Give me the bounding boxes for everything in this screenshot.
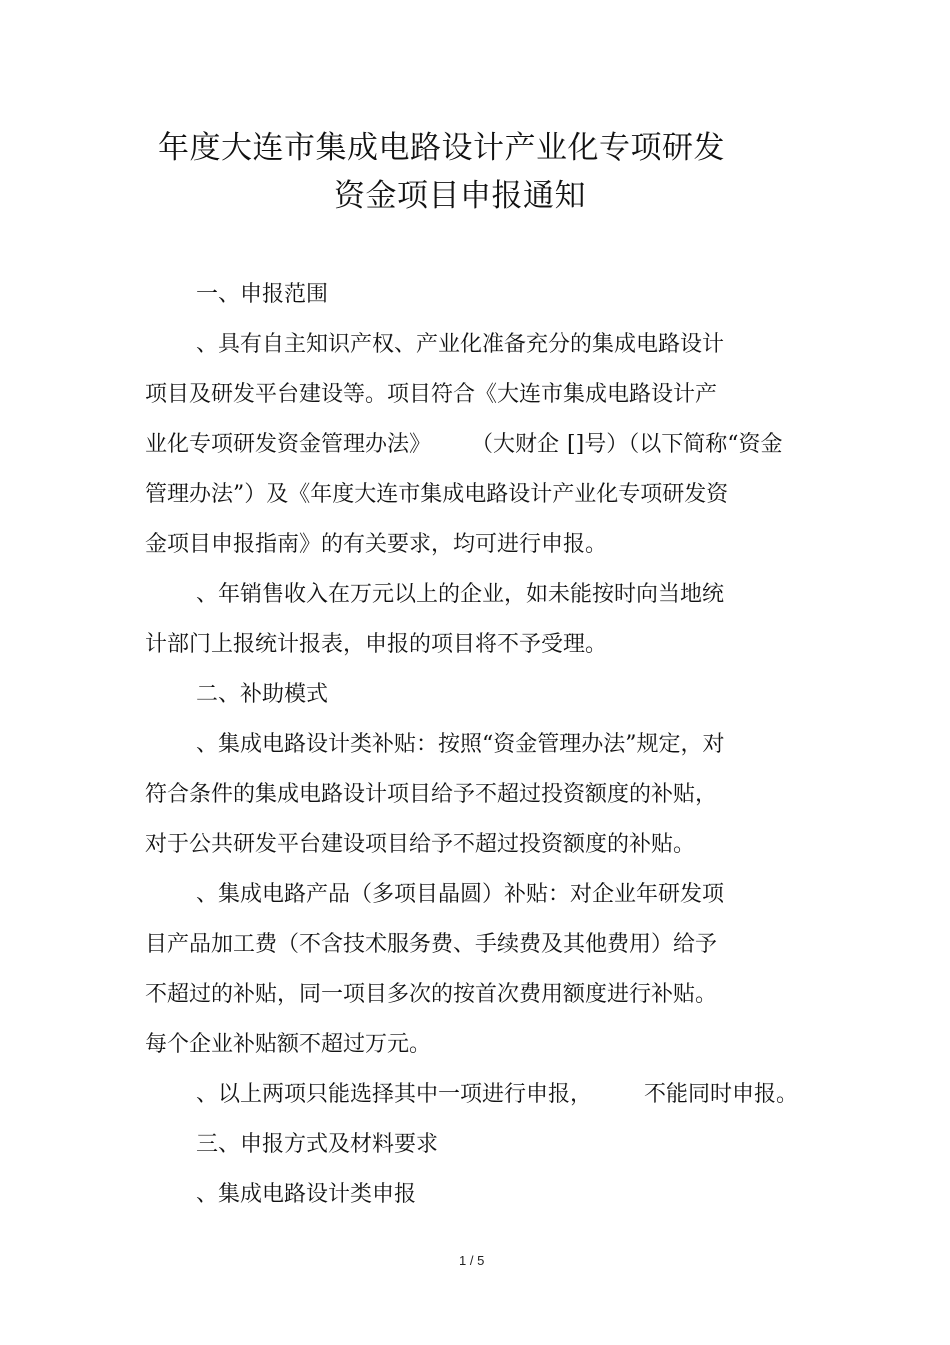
paragraph-line: 、集成电路设计类申报 xyxy=(196,1182,417,1207)
paragraph-line xyxy=(196,1080,798,1110)
section-heading-scope: 一、申报范围 xyxy=(196,282,329,307)
paragraph-line xyxy=(145,430,782,460)
paragraph-line: 金项目申报指南》的有关要求，均可进行申报。 xyxy=(145,532,608,557)
paragraph-line: 项目及研发平台建设等。项目符合《大连市集成电路设计产 xyxy=(145,382,718,407)
paragraph-text: []号）（以下简称“资金 xyxy=(567,432,783,457)
document-title-line-2: 资金项目申报通知 xyxy=(334,178,586,214)
paragraph-line: 每个企业补贴额不超过万元。 xyxy=(145,1032,432,1057)
section-heading-method: 三、申报方式及材料要求 xyxy=(196,1132,439,1157)
paragraph-line: 、集成电路设计类补贴：按照“资金管理办法”规定，对 xyxy=(196,732,725,757)
section-heading-subsidy: 二、补助模式 xyxy=(196,682,329,707)
paragraph-line: 目产品加工费（不含技术服务费、手续费及其他费用）给予 xyxy=(145,932,718,957)
paragraph-text: 业化专项研发资金管理办法》 xyxy=(145,432,432,457)
paragraph-line: 、具有自主知识产权、产业化准备充分的集成电路设计 xyxy=(196,332,725,357)
paragraph-line: 对于公共研发平台建设项目给予不超过投资额度的补贴。 xyxy=(145,832,696,857)
paragraph-line: 管理办法”）及《年度大连市集成电路设计产业化专项研发资 xyxy=(145,482,729,507)
paragraph-line: 计部门上报统计报表，申报的项目将不予受理。 xyxy=(145,632,608,657)
paragraph-line: 、年销售收入在万元以上的企业，如未能按时向当地统 xyxy=(196,582,725,607)
paragraph-line: 、集成电路产品（多项目晶圆）补贴：对企业年研发项 xyxy=(196,882,725,907)
paragraph-text: 不能同时申报。 xyxy=(644,1082,799,1107)
document-title-line-1: 年度大连市集成电路设计产业化专项研发 xyxy=(158,130,725,166)
paragraph-line: 符合条件的集成电路设计项目给予不超过投资额度的补贴， xyxy=(145,782,718,807)
page-number: 1 / 5 xyxy=(459,1253,485,1268)
paragraph-text: 、以上两项只能选择其中一项进行申报， xyxy=(196,1082,593,1107)
paragraph-text: （大财企 xyxy=(471,432,560,457)
paragraph-line: 不超过的补贴，同一项目多次的按首次费用额度进行补贴。 xyxy=(145,982,718,1007)
